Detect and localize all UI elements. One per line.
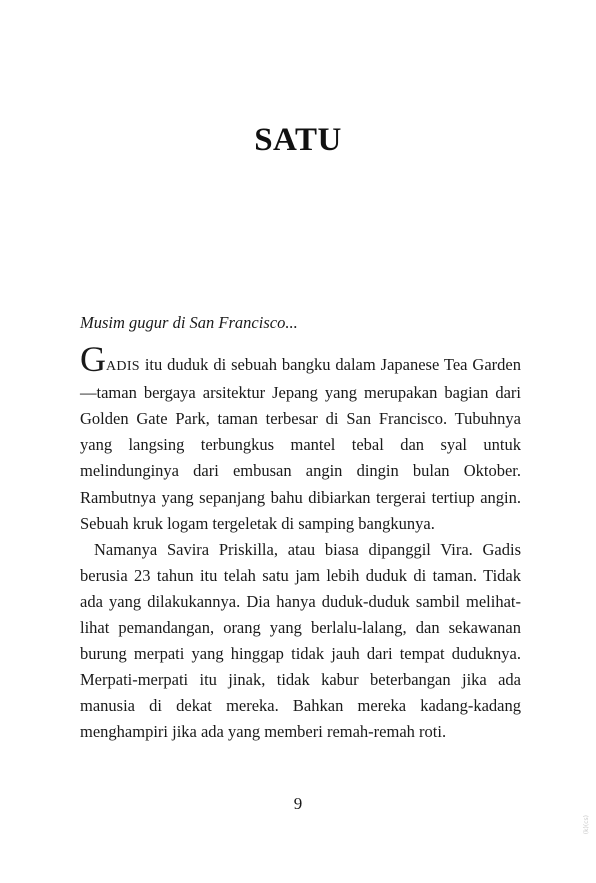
drop-cap: G: [80, 339, 106, 380]
page-number: 9: [293, 794, 303, 813]
epigraph: Musim gugur di San Francisco...: [80, 313, 298, 332]
paragraph-1-text: itu duduk di sebuah bangku dalam Japanese Tea Garden—taman bergaya arsitektur Jepang yang merupakan bagian dari Golden Gate Park, taman terbesar di San Francisco. Tubuhnya yang langsing terbungkus mantel tebal dan syal untuk melindunginya dari embusan angin dingin bulan Oktober. Rambutnya yang sepanjang bahu dibiarkan tergerai tertiup angin. Sebuah kruk logam tergeletak di samping bangkunya.: [80, 355, 521, 533]
small-caps-lead: ADIS: [106, 359, 140, 375]
paragraph-2: Namanya Savira Priskilla, atau biasa dipanggil Vira. Gadis berusia 23 tahun itu telah satu jam lebih duduk di taman. Tidak ada yang dilakukannya. Dia hanya duduk-duduk sambil melihat-lihat pemandangan, orang yang berlalu-lalang, dan sekawanan burung merpati yang hinggap tidak jauh dari tempat duduknya. Merpati-merpati itu jinak, tidak kabur beterbangan jika ada manusia di dekat mereka. Bahkan mereka kadang-kadang menghampiri jika ada yang memberi remah-remah roti.: [80, 539, 521, 742]
body-text: [80, 310, 521, 746]
paragraph-1: [80, 339, 521, 537]
side-watermark: (k)(cs): [583, 815, 590, 835]
chapter-title: SATU: [254, 122, 342, 158]
